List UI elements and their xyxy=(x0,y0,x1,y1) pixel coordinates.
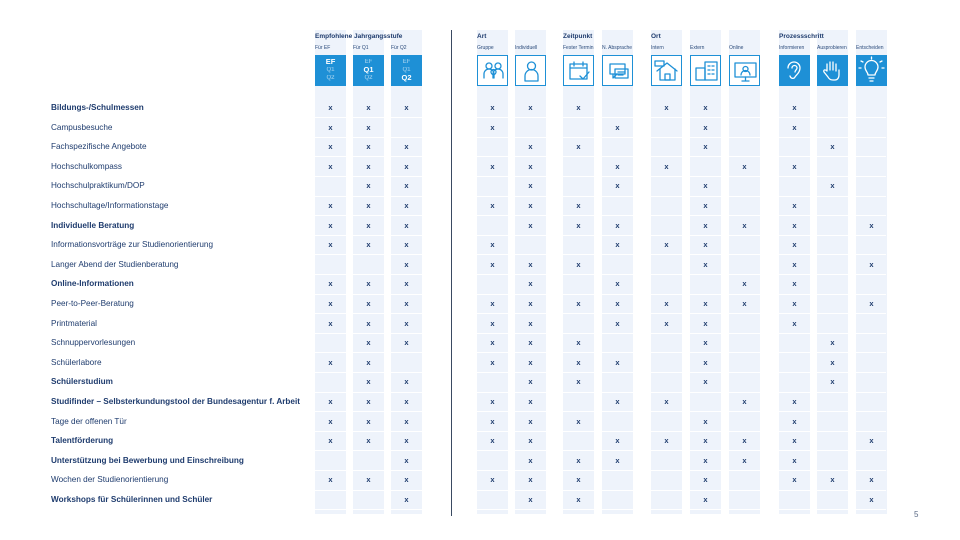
check-mark: x xyxy=(528,318,533,328)
check-mark: x xyxy=(404,259,409,269)
column-subtitle: Für EF xyxy=(315,45,331,51)
check-mark: x xyxy=(328,103,333,112)
check-mark: x xyxy=(615,299,620,308)
row-divider xyxy=(46,470,886,471)
check-mark: x xyxy=(528,220,533,230)
check-mark: x xyxy=(528,103,533,112)
group-title: Zeitpunkt xyxy=(563,33,593,40)
check-mark: x xyxy=(528,201,533,210)
check-mark: x xyxy=(615,357,620,367)
check-mark: x xyxy=(615,397,620,406)
check-mark: x xyxy=(664,161,669,171)
row-label: Tage der offenen Tür xyxy=(51,416,127,426)
check-mark: x xyxy=(830,357,835,367)
check-mark: x xyxy=(528,397,533,406)
check-mark: x xyxy=(830,475,835,485)
row-divider xyxy=(46,196,886,197)
person-icon xyxy=(515,55,546,86)
check-mark: x xyxy=(703,357,708,367)
check-mark: x xyxy=(490,201,495,210)
check-mark: x xyxy=(703,318,708,328)
row-label: Printmaterial xyxy=(51,318,97,328)
check-mark: x xyxy=(366,397,371,406)
check-mark: x xyxy=(615,436,620,446)
row-divider xyxy=(46,411,886,412)
group-title: Empfohlene Jahrgangsstufe xyxy=(315,33,403,40)
check-mark: x xyxy=(742,220,747,230)
check-mark: x xyxy=(792,279,797,289)
check-mark: x xyxy=(404,240,409,250)
row-label: Peer-to-Peer-Beratung xyxy=(51,299,134,308)
check-mark: x xyxy=(328,240,333,250)
check-mark: x xyxy=(742,436,747,446)
check-mark: x xyxy=(869,259,874,269)
check-mark: x xyxy=(404,181,409,191)
row-divider xyxy=(46,294,886,295)
row-divider xyxy=(46,215,886,216)
check-mark: x xyxy=(366,436,371,446)
check-mark: x xyxy=(703,122,708,132)
check-mark: x xyxy=(742,279,747,289)
check-mark: x xyxy=(366,475,371,485)
stufe-label: Q1 xyxy=(363,65,374,74)
check-mark: x xyxy=(366,122,371,132)
check-mark: x xyxy=(328,201,333,210)
check-mark: x xyxy=(615,455,620,465)
check-mark: x xyxy=(404,201,409,210)
check-mark: x xyxy=(328,122,333,132)
check-mark: x xyxy=(528,475,533,485)
check-mark: x xyxy=(404,299,409,308)
check-mark: x xyxy=(703,416,708,426)
check-mark: x xyxy=(830,338,835,348)
row-divider xyxy=(46,313,886,314)
check-mark: x xyxy=(792,240,797,250)
column-subtitle: Intern xyxy=(651,45,664,51)
check-mark: x xyxy=(792,259,797,269)
column-subtitle: Für Q1 xyxy=(353,45,369,51)
check-mark: x xyxy=(830,142,835,152)
check-mark: x xyxy=(366,220,371,230)
check-mark: x xyxy=(366,318,371,328)
check-mark: x xyxy=(576,455,581,465)
column-subtitle: N. Absprache xyxy=(602,45,633,51)
group-icon xyxy=(477,55,508,86)
check-mark: x xyxy=(490,416,495,426)
check-mark: x xyxy=(664,397,669,406)
row-label: Hochschulpraktikum/DOP xyxy=(51,181,145,191)
row-label: Online-Informationen xyxy=(51,279,134,289)
row-label: Workshops für Schülerinnen und Schüler xyxy=(51,495,213,504)
check-mark: x xyxy=(404,279,409,289)
check-mark: x xyxy=(366,181,371,191)
column-subtitle: Ausprobieren xyxy=(817,45,847,51)
row-label: Bildungs-/Schulmessen xyxy=(51,103,144,112)
check-mark: x xyxy=(328,220,333,230)
check-mark: x xyxy=(490,475,495,485)
check-mark: x xyxy=(404,475,409,485)
check-mark: x xyxy=(742,397,747,406)
row-label: Schülerlabore xyxy=(51,357,102,367)
check-mark: x xyxy=(703,103,708,112)
check-mark: x xyxy=(366,240,371,250)
check-mark: x xyxy=(528,416,533,426)
check-mark: x xyxy=(615,318,620,328)
check-mark: x xyxy=(404,142,409,152)
check-mark: x xyxy=(404,318,409,328)
stufe-label: EF xyxy=(325,57,336,66)
row-label: Unterstützung bei Bewerbung und Einschreibung xyxy=(51,455,244,465)
check-mark: x xyxy=(615,181,620,191)
check-mark: x xyxy=(576,142,581,152)
check-mark: x xyxy=(703,338,708,348)
row-divider xyxy=(46,509,886,510)
check-mark: x xyxy=(742,299,747,308)
check-mark: x xyxy=(792,397,797,406)
row-label: Hochschultage/Informationstage xyxy=(51,201,169,210)
check-mark: x xyxy=(703,181,708,191)
group-title: Prozessschritt xyxy=(779,33,824,40)
stufe-label: Q1 xyxy=(326,67,335,73)
check-mark: x xyxy=(792,416,797,426)
check-mark: x xyxy=(490,397,495,406)
check-mark: x xyxy=(490,122,495,132)
stufe-q1-icon xyxy=(353,55,384,86)
check-mark: x xyxy=(703,455,708,465)
check-mark: x xyxy=(869,495,874,504)
row-label: Langer Abend der Studienberatung xyxy=(51,259,179,269)
check-mark: x xyxy=(366,279,371,289)
check-mark: x xyxy=(830,181,835,191)
stufe-q2-icon xyxy=(391,55,422,86)
check-mark: x xyxy=(703,259,708,269)
check-mark: x xyxy=(404,338,409,348)
check-mark: x xyxy=(869,436,874,446)
check-mark: x xyxy=(869,475,874,485)
row-divider xyxy=(46,176,886,177)
row-label: Hochschulkompass xyxy=(51,161,122,171)
check-mark: x xyxy=(328,161,333,171)
check-mark: x xyxy=(490,259,495,269)
calendar-check-icon xyxy=(563,55,594,86)
check-mark: x xyxy=(576,338,581,348)
school-icon xyxy=(651,55,682,86)
check-mark: x xyxy=(576,299,581,308)
check-mark: x xyxy=(792,122,797,132)
check-mark: x xyxy=(404,416,409,426)
column-subtitle: Online xyxy=(729,45,744,51)
stufe-label: EF xyxy=(402,59,411,65)
check-mark: x xyxy=(328,142,333,152)
stufe-label: EF xyxy=(364,59,373,65)
check-mark: x xyxy=(576,259,581,269)
check-mark: x xyxy=(490,299,495,308)
row-divider xyxy=(46,372,886,373)
check-mark: x xyxy=(792,475,797,485)
check-mark: x xyxy=(869,220,874,230)
check-mark: x xyxy=(366,103,371,112)
check-mark: x xyxy=(366,299,371,308)
column-subtitle: Für Q2 xyxy=(391,45,407,51)
check-mark: x xyxy=(366,142,371,152)
check-mark: x xyxy=(703,299,708,308)
check-mark: x xyxy=(366,357,371,367)
row-label: Fachspezifische Angebote xyxy=(51,142,147,152)
row-divider xyxy=(46,117,886,118)
check-mark: x xyxy=(664,318,669,328)
page-number: 5 xyxy=(914,510,919,519)
check-mark: x xyxy=(490,318,495,328)
check-mark: x xyxy=(703,220,708,230)
check-mark: x xyxy=(404,436,409,446)
check-mark: x xyxy=(703,495,708,504)
check-mark: x xyxy=(703,240,708,250)
group-divider xyxy=(451,30,452,516)
check-mark: x xyxy=(404,377,409,387)
check-mark: x xyxy=(615,161,620,171)
row-divider xyxy=(46,333,886,334)
check-mark: x xyxy=(576,377,581,387)
check-mark: x xyxy=(490,161,495,171)
check-mark: x xyxy=(528,181,533,191)
check-mark: x xyxy=(328,416,333,426)
check-mark: x xyxy=(366,416,371,426)
check-mark: x xyxy=(404,103,409,112)
check-mark: x xyxy=(792,201,797,210)
monitor-icon xyxy=(729,55,760,86)
check-mark: x xyxy=(615,122,620,132)
column-subtitle: Entscheiden xyxy=(856,45,884,51)
group-title: Ort xyxy=(651,33,661,40)
column-subtitle: Informieren xyxy=(779,45,805,51)
check-mark: x xyxy=(615,240,620,250)
check-mark: x xyxy=(328,436,333,446)
check-mark: x xyxy=(792,161,797,171)
check-mark: x xyxy=(328,397,333,406)
check-mark: x xyxy=(664,103,669,112)
buildings-icon xyxy=(690,55,721,86)
row-label: Individuelle Beratung xyxy=(51,220,135,230)
check-mark: x xyxy=(703,475,708,485)
check-mark: x xyxy=(404,161,409,171)
check-mark: x xyxy=(576,220,581,230)
check-mark: x xyxy=(703,436,708,446)
check-mark: x xyxy=(404,455,409,465)
check-mark: x xyxy=(528,259,533,269)
ear-icon xyxy=(779,55,810,86)
chat-bubbles-icon xyxy=(602,55,633,86)
row-label: Campusbesuche xyxy=(51,122,113,132)
row-divider xyxy=(46,431,886,432)
check-mark: x xyxy=(576,475,581,485)
check-mark: x xyxy=(528,299,533,308)
row-label: Talentförderung xyxy=(51,436,114,446)
check-mark: x xyxy=(366,201,371,210)
check-mark: x xyxy=(576,103,581,112)
check-mark: x xyxy=(528,436,533,446)
check-mark: x xyxy=(742,455,747,465)
row-divider xyxy=(46,156,886,157)
check-mark: x xyxy=(576,416,581,426)
row-label: Schülerstudium xyxy=(51,377,113,387)
check-mark: x xyxy=(792,455,797,465)
check-mark: x xyxy=(404,220,409,230)
stufe-label: Q2 xyxy=(326,75,335,81)
stufe-label: Q2 xyxy=(401,73,412,82)
check-mark: x xyxy=(328,318,333,328)
check-mark: x xyxy=(664,240,669,250)
check-mark: x xyxy=(830,377,835,387)
check-mark: x xyxy=(703,142,708,152)
check-mark: x xyxy=(703,201,708,210)
check-mark: x xyxy=(528,279,533,289)
row-divider xyxy=(46,274,886,275)
stufe-label: Q1 xyxy=(402,67,411,73)
check-mark: x xyxy=(366,377,371,387)
column-subtitle: Individuell xyxy=(515,45,538,51)
check-mark: x xyxy=(490,240,495,250)
row-label: Schnuppervorlesungen xyxy=(51,338,136,348)
check-mark: x xyxy=(490,357,495,367)
check-mark: x xyxy=(792,436,797,446)
check-mark: x xyxy=(792,299,797,308)
row-label: Wochen der Studienorientierung xyxy=(51,475,169,485)
check-mark: x xyxy=(528,161,533,171)
check-mark: x xyxy=(404,397,409,406)
lightbulb-icon xyxy=(856,55,887,86)
column-subtitle: Gruppe xyxy=(477,45,494,51)
check-mark: x xyxy=(328,357,333,367)
check-mark: x xyxy=(528,338,533,348)
row-divider xyxy=(46,137,886,138)
check-mark: x xyxy=(576,495,581,504)
check-mark: x xyxy=(528,495,533,504)
column-subtitle: Fester Termin xyxy=(563,45,594,51)
check-mark: x xyxy=(490,436,495,446)
group-title: Art xyxy=(477,33,487,40)
check-mark: x xyxy=(792,318,797,328)
check-mark: x xyxy=(328,299,333,308)
check-mark: x xyxy=(328,475,333,485)
check-mark: x xyxy=(528,377,533,387)
hand-icon xyxy=(817,55,848,86)
check-mark: x xyxy=(615,279,620,289)
stufe-label: Q2 xyxy=(364,75,373,81)
check-mark: x xyxy=(792,103,797,112)
check-mark: x xyxy=(490,103,495,112)
check-mark: x xyxy=(528,455,533,465)
check-mark: x xyxy=(576,357,581,367)
column-stripe xyxy=(817,30,848,514)
check-mark: x xyxy=(792,220,797,230)
check-mark: x xyxy=(703,377,708,387)
row-label: Studifinder – Selbsterkundungstool der Bundesagentur f. Arbeit xyxy=(51,397,300,406)
check-mark: x xyxy=(869,299,874,308)
column-subtitle: Extern xyxy=(690,45,705,51)
row-divider xyxy=(46,352,886,353)
check-mark: x xyxy=(615,220,620,230)
check-mark: x xyxy=(366,338,371,348)
check-mark: x xyxy=(404,495,409,504)
check-mark: x xyxy=(576,201,581,210)
check-mark: x xyxy=(664,436,669,446)
check-mark: x xyxy=(664,299,669,308)
check-mark: x xyxy=(366,161,371,171)
check-mark: x xyxy=(328,279,333,289)
row-label: Informationsvorträge zur Studienorientierung xyxy=(51,240,214,250)
check-mark: x xyxy=(742,161,747,171)
stufe-ef-icon xyxy=(315,55,346,86)
check-mark: x xyxy=(490,338,495,348)
check-mark: x xyxy=(528,142,533,152)
check-mark: x xyxy=(528,357,533,367)
